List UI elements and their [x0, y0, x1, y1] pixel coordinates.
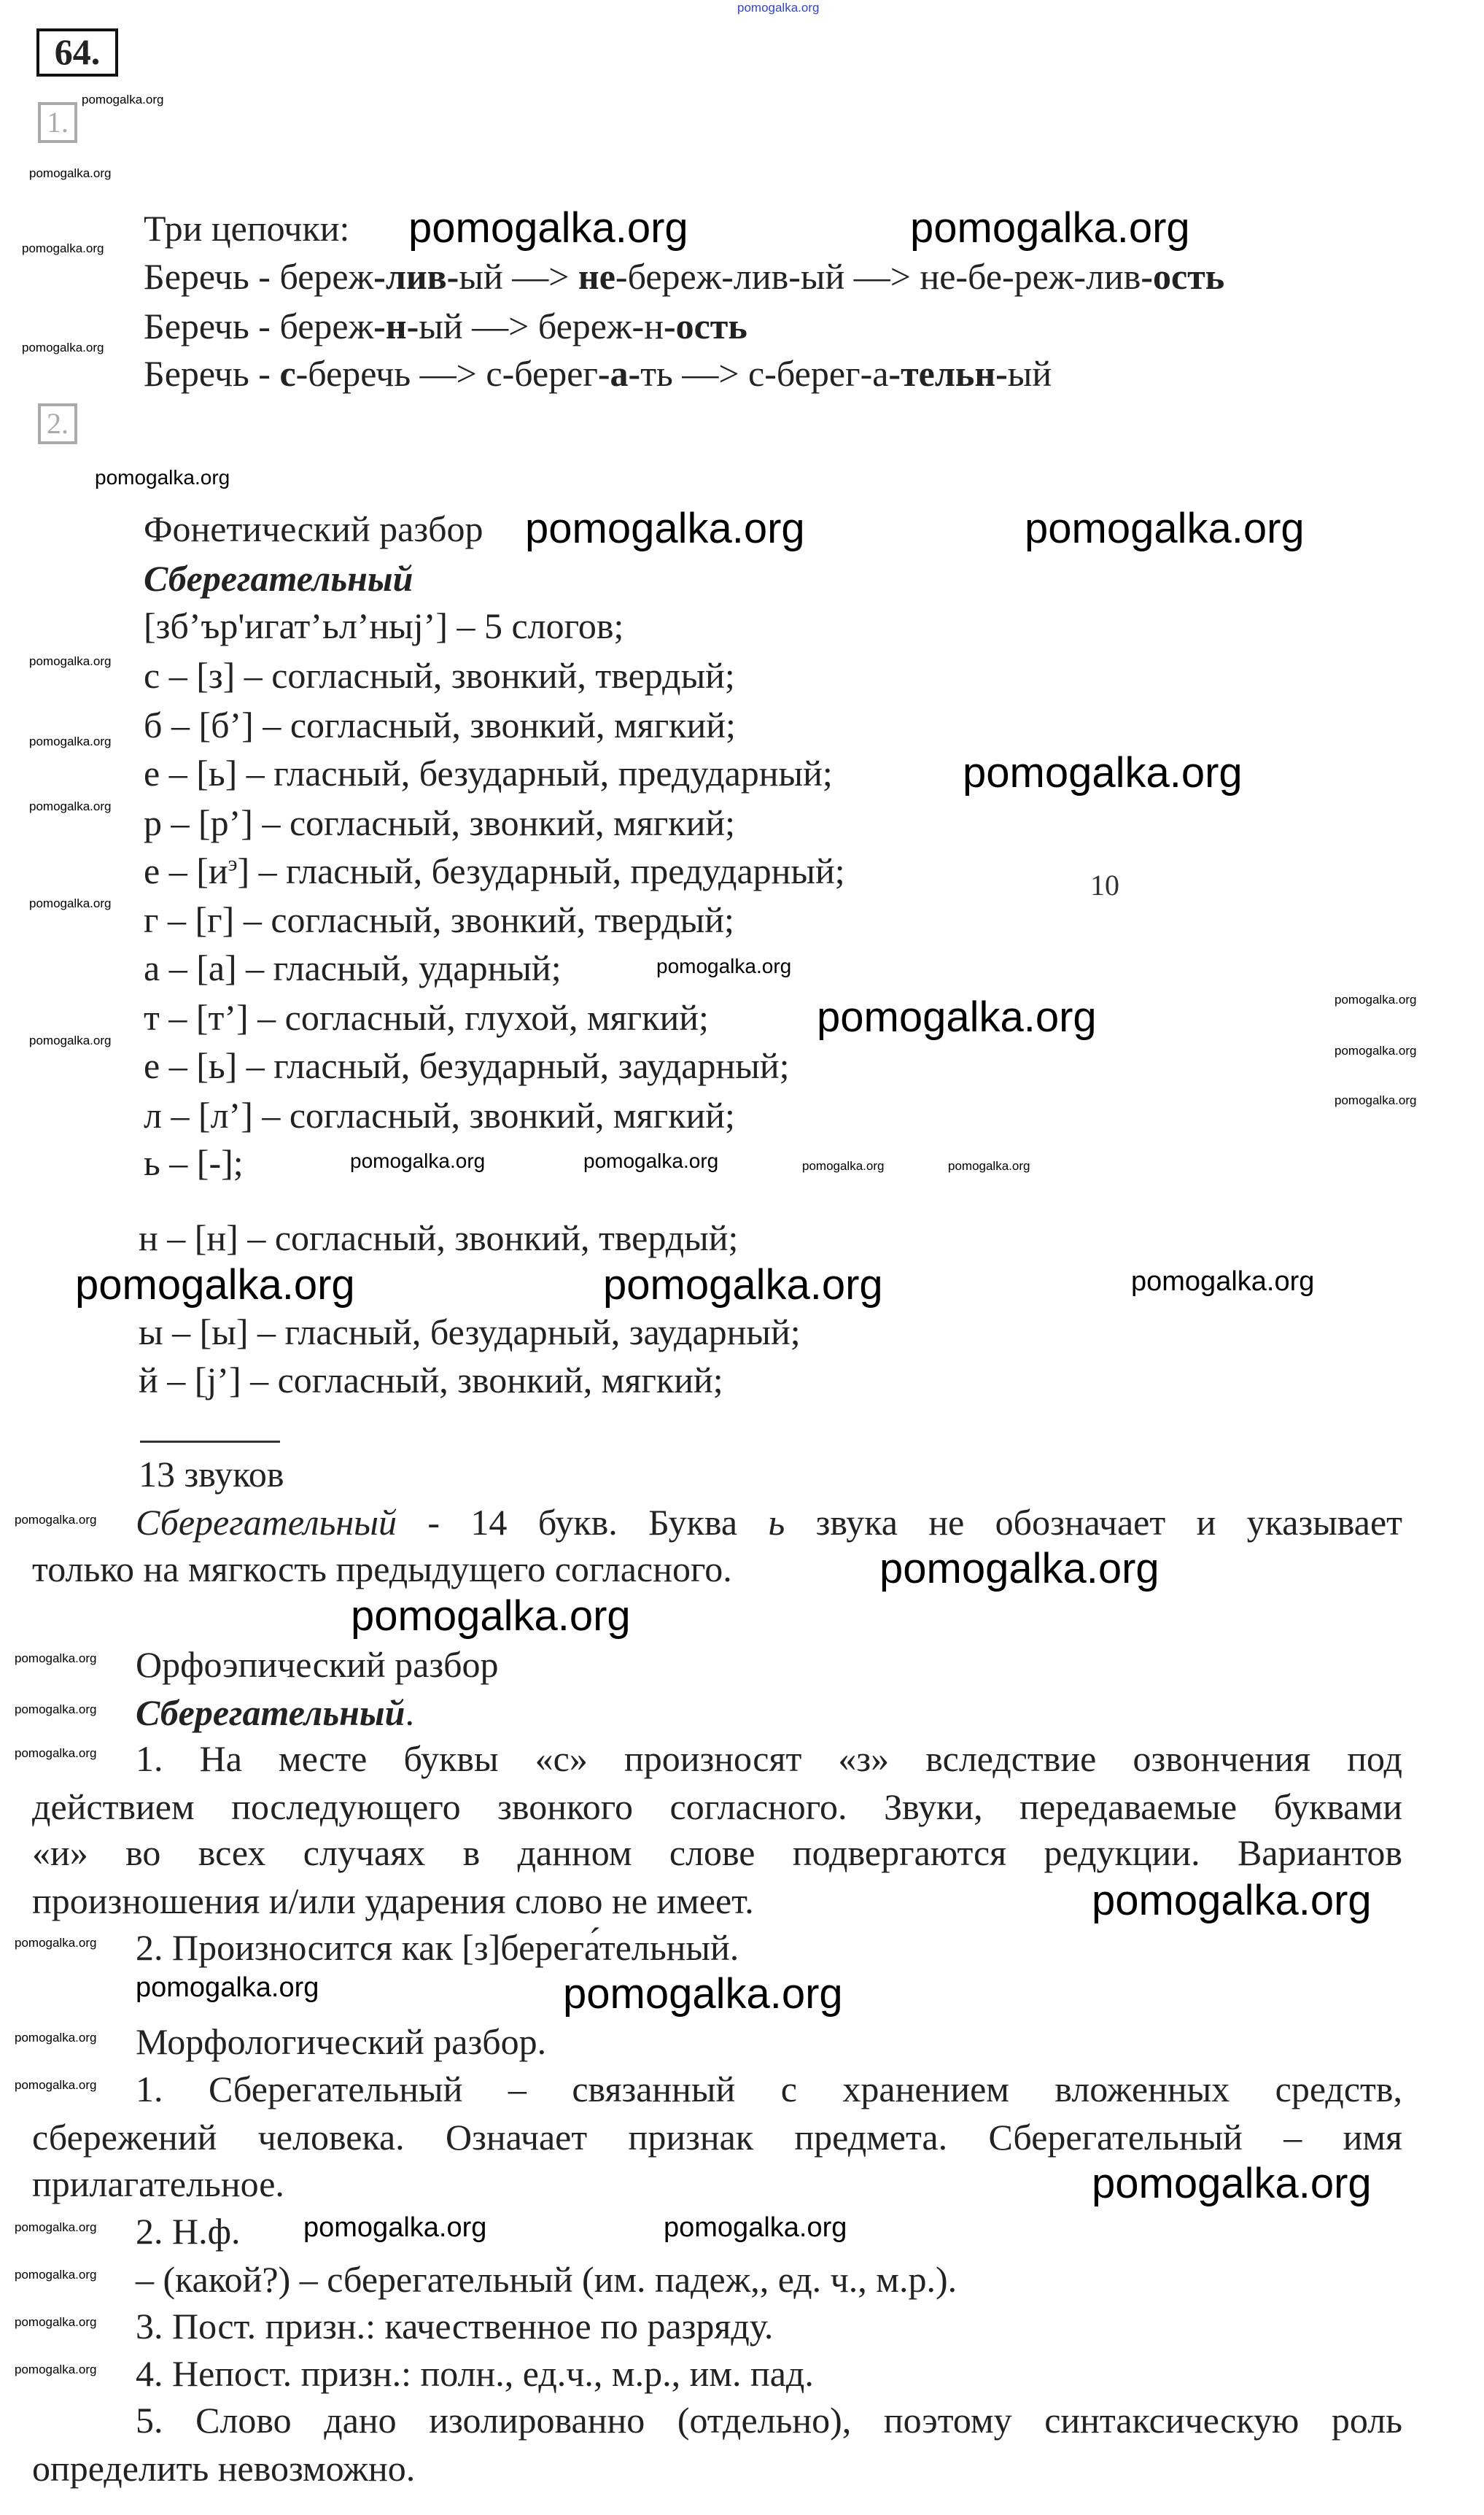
- watermark: pomogalka.org: [1131, 1266, 1315, 1297]
- analyzed-word: Сберегательный: [136, 1692, 405, 1733]
- text-segment: -а-: [597, 353, 641, 394]
- text-segment: ть —> с-берег-а: [640, 353, 889, 394]
- letters-note-line: [32, 1547, 1402, 1591]
- section-title: Фонетический разбор: [144, 508, 483, 549]
- watermark: pomogalka.org: [948, 1159, 1030, 1173]
- watermark: pomogalka.org: [664, 2212, 847, 2243]
- watermark: pomogalka.org: [15, 2078, 97, 2092]
- text-segment: -береж-лив-ый —> не-бе-реж-лив: [615, 256, 1141, 297]
- page-number: 10: [1090, 869, 1119, 902]
- watermark: pomogalka.org: [22, 241, 104, 255]
- paragraph-line: произношения и/или ударения слово не имеет.: [32, 1880, 754, 1921]
- analyzed-word-line: [136, 1691, 414, 1735]
- watermark: pomogalka.org: [136, 1972, 319, 2003]
- watermark: pomogalka.org: [563, 1970, 843, 2018]
- watermark: pomogalka.org: [525, 505, 805, 552]
- watermark: pomogalka.org: [15, 2315, 97, 2329]
- sum-divider: [140, 1441, 280, 1443]
- watermark: pomogalka.org: [29, 735, 112, 748]
- text-segment: е – [ь] – гласный, безударный, заударный;: [144, 1045, 790, 1086]
- text-segment: ый: [1007, 353, 1052, 394]
- watermark: pomogalka.org: [1092, 1877, 1372, 1924]
- word-suffix: .: [405, 1692, 414, 1733]
- chains-title: Три цепочки:: [144, 208, 350, 249]
- sound-row: [144, 703, 736, 747]
- watermark: pomogalka.org: [1092, 2160, 1372, 2207]
- paragraph-line: 1. На месте буквы «с» произносят «з» вследствие озвончения под: [136, 1738, 1402, 1779]
- watermark: pomogalka.org: [1335, 993, 1417, 1007]
- watermark: pomogalka.org: [603, 1261, 883, 1309]
- text-segment: ый —>: [459, 256, 578, 297]
- text-segment: ь: [768, 1502, 785, 1543]
- text-segment: л – [л’] – согласный, звонкий, мягкий;: [144, 1095, 735, 1136]
- exercise-number: 64.: [36, 28, 118, 77]
- paragraph-line: 5. Слово дано изолированно (отдельно), поэтому синтаксическую роль: [136, 2400, 1402, 2441]
- watermark: pomogalka.org: [1335, 1093, 1417, 1107]
- watermark: pomogalka.org: [15, 1513, 97, 1527]
- watermark: pomogalka.org: [303, 2212, 487, 2243]
- text-segment: ый —> береж-н: [419, 306, 664, 346]
- text-segment: ] – гласный, безударный, предударный;: [237, 850, 845, 891]
- text-segment: -беречь —> с-берег: [295, 353, 598, 394]
- part-1-label: 1.: [38, 102, 77, 143]
- watermark: pomogalka.org: [910, 204, 1190, 252]
- text-segment: звука не обозначает и указывает: [785, 1502, 1402, 1543]
- paragraph-line: – (какой?) – сберегательный (им. падеж,, ед. ч., м.р.).: [136, 2259, 957, 2300]
- watermark: pomogalka.org: [29, 1034, 112, 1047]
- watermark: pomogalka.org: [15, 1936, 97, 1950]
- text-segment: Сберегательный: [136, 1502, 397, 1543]
- watermark: pomogalka.org: [15, 1651, 97, 1665]
- text-segment: й – [j’] – согласный, звонкий, мягкий;: [139, 1360, 723, 1400]
- watermark: pomogalka.org: [29, 799, 112, 813]
- paragraph-line: 4. Непост. призн.: полн., ед.ч., м.р., им. пад.: [136, 2353, 814, 2394]
- text-segment: -тельн-: [888, 353, 1008, 394]
- paragraph-line: определить невозможно.: [32, 2448, 416, 2489]
- sound-row: [144, 898, 734, 942]
- text-segment: с – [з] – согласный, звонкий, твердый;: [144, 655, 735, 696]
- paragraph-line: 3. Пост. призн.: качественное по разряду.: [136, 2306, 774, 2347]
- watermark: pomogalka.org: [29, 896, 112, 910]
- watermark: pomogalka.org: [817, 993, 1097, 1041]
- watermark: pomogalka.org: [15, 2363, 97, 2376]
- text-segment: ы – [ы] – гласный, безударный, заударный;: [139, 1311, 801, 1352]
- watermark: pomogalka.org: [737, 1, 820, 15]
- watermark: pomogalka.org: [15, 1746, 97, 1760]
- watermark: pomogalka.org: [15, 2220, 97, 2234]
- watermark: pomogalka.org: [583, 1150, 719, 1172]
- text-segment: ь – [-];: [144, 1142, 244, 1183]
- text-segment: - 14 букв. Буква: [397, 1502, 769, 1543]
- sound-row: [144, 751, 833, 795]
- text-segment: н – [н] – согласный, звонкий, твердый;: [139, 1217, 739, 1258]
- sound-row: [144, 801, 735, 845]
- watermark: pomogalka.org: [15, 2268, 97, 2282]
- text-segment: г – [г] – согласный, звонкий, твердый;: [144, 899, 734, 940]
- text-segment: -ость: [663, 306, 747, 346]
- paragraph-line: 1. Сберегательный – связанный с хранением вложенных средств,: [136, 2069, 1402, 2109]
- watermark: pomogalka.org: [350, 1150, 486, 1172]
- transcription: [зб’ър'игат’ьл’ныj’] – 5 слогов;: [144, 605, 624, 646]
- paragraph-line: 2. Н.ф.: [136, 2211, 241, 2252]
- text-segment: э: [228, 851, 238, 876]
- sound-row: [144, 996, 709, 1039]
- text-segment: р – [р’] – согласный, звонкий, мягкий;: [144, 802, 735, 843]
- text-segment: а – [а] – гласный, ударный;: [144, 948, 562, 988]
- text-segment: -лив-: [373, 256, 459, 297]
- section-title: Орфоэпический разбор: [136, 1644, 499, 1685]
- watermark: pomogalka.org: [29, 166, 112, 180]
- watermark: pomogalka.org: [1025, 505, 1305, 552]
- text-segment: только на мягкость предыдущего согласного.: [32, 1549, 732, 1589]
- watermark: pomogalka.org: [95, 466, 230, 489]
- text-segment: е – [и: [144, 850, 228, 891]
- watermark: pomogalka.org: [75, 1261, 355, 1309]
- text-segment: Беречь -: [144, 353, 280, 394]
- sound-row: [139, 1358, 723, 1402]
- text-segment: -н-: [373, 306, 419, 346]
- sound-row: [144, 946, 562, 990]
- watermark: pomogalka.org: [82, 93, 164, 106]
- text-segment: Беречь - береж: [144, 256, 374, 297]
- watermark: pomogalka.org: [963, 749, 1243, 797]
- watermark: pomogalka.org: [1335, 1044, 1417, 1058]
- text-segment: не: [578, 256, 615, 297]
- sound-row: [144, 654, 735, 697]
- text-segment: т – [т’] – согласный, глухой, мягкий;: [144, 997, 709, 1038]
- sound-row: [144, 849, 845, 893]
- sound-row: [144, 1044, 789, 1088]
- chain-line: [144, 255, 1224, 298]
- text-segment: с: [279, 353, 296, 394]
- text-segment: Беречь - береж: [144, 306, 374, 346]
- section-title: Морфологический разбор.: [136, 2021, 547, 2062]
- watermark: pomogalka.org: [879, 1545, 1159, 1592]
- sound-row: [144, 1141, 244, 1185]
- paragraph-line: сбережений человека. Означает признак предмета. Сберегательный – имя: [32, 2117, 1402, 2158]
- paragraph-line: прилагательное.: [32, 2163, 284, 2204]
- chain-line: [144, 304, 747, 348]
- paragraph-line: действием последующего звонкого согласного. Звуки, передаваемые буквами: [32, 1786, 1402, 1827]
- watermark: pomogalka.org: [656, 955, 792, 977]
- analyzed-word: Сберегательный: [144, 558, 413, 599]
- paragraph-line: 2. Произносится как [з]берега́тельный.: [136, 1927, 739, 1968]
- part-2-label: 2.: [38, 403, 77, 444]
- sound-total: 13 звуков: [139, 1454, 284, 1495]
- sound-row: [139, 1216, 738, 1260]
- text-segment: б – [б’] – согласный, звонкий, мягкий;: [144, 705, 736, 745]
- letters-note-line: [136, 1500, 1402, 1544]
- text-segment: е – [ь] – гласный, безударный, предударный;: [144, 753, 833, 794]
- watermark: pomogalka.org: [15, 1702, 97, 1716]
- sound-row: [144, 1093, 735, 1137]
- watermark: pomogalka.org: [351, 1592, 631, 1640]
- watermark: pomogalka.org: [29, 654, 112, 668]
- watermark: pomogalka.org: [408, 204, 688, 252]
- text-segment: -ость: [1141, 256, 1225, 297]
- watermark: pomogalka.org: [802, 1159, 885, 1173]
- sound-row: [139, 1310, 801, 1354]
- watermark: pomogalka.org: [15, 2031, 97, 2045]
- chain-line: [144, 352, 1052, 395]
- watermark: pomogalka.org: [22, 341, 104, 354]
- paragraph-line: «и» во всех случаях в данном слове подвергаются редукции. Вариантов: [32, 1832, 1402, 1873]
